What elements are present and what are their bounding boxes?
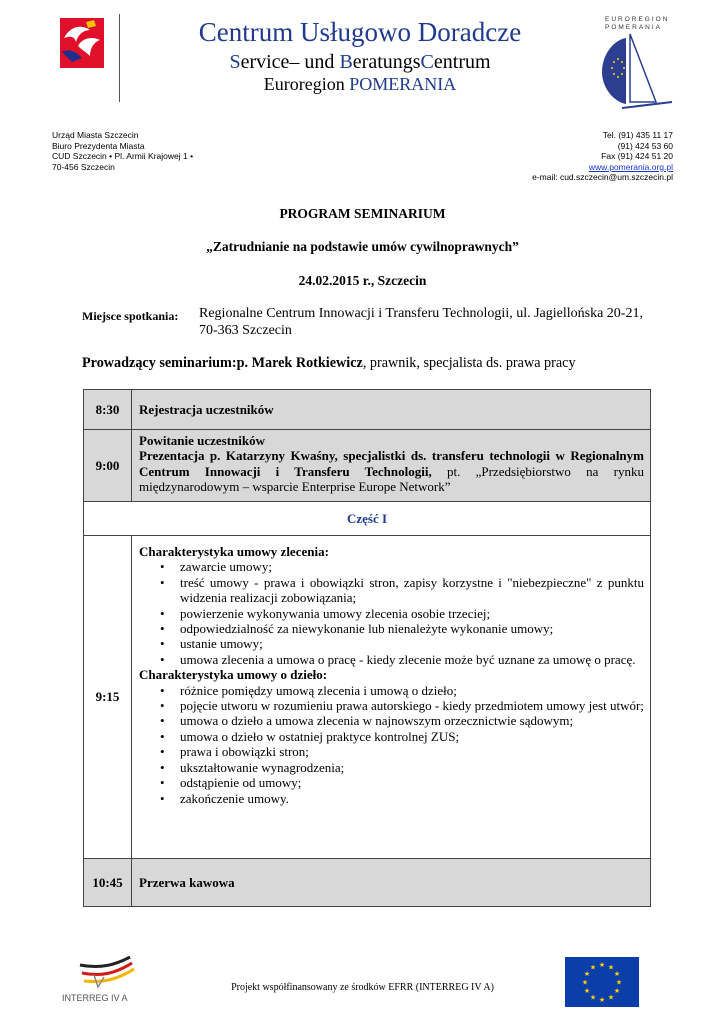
presentation-text: Prezentacja p. Katarzyny Kwaśny, specjalistki ds. transferu technologii w Regionalnym Centrum Innowacji i Transferu Technologii, pt. „Przedsiębiorstwo na rynku międzynarodowym – wsparcie Enterprise Europe Network” (139, 448, 644, 495)
time-cell: 8:30 (84, 390, 132, 429)
address-right (532, 130, 673, 183)
table-row (84, 535, 650, 858)
fax: Fax (91) 424 51 20 (601, 151, 673, 161)
section-header (84, 501, 650, 535)
venue-label: Miejsce spotkania: (82, 309, 179, 323)
svg-text:★: ★ (615, 978, 623, 987)
time-cell: 9:00 (84, 430, 132, 501)
seminar-date: 24.02.2015 r., Szczecin (298, 273, 427, 288)
list-item: • zawarcie umowy; (160, 559, 273, 575)
list-item: • ustanie umowy; (160, 636, 263, 652)
venue-value: Regionalne Centrum Innowacji i Transferu Technologii, ul. Jagiellońska 20-21, 70-363 Szczecin (199, 306, 643, 338)
email: e-mail: cud.szczecin@um.szczecin.pl (532, 172, 673, 182)
svg-text:★: ★ (589, 963, 597, 972)
work-contract-topic-list (139, 683, 644, 806)
time-cell: 10:45 (84, 859, 132, 906)
contract-heading: Charakterystyka umowy zlecenia: (139, 544, 329, 559)
address-left: Urząd Miasta Szczecin Biuro Prezydenta Miasta CUD Szczecin • Pl. Armii Krajowej 1 • 70-456 Szczecin (52, 130, 194, 172)
svg-text:★: ★ (583, 987, 591, 995)
phone-2: (91) 424 53 60 (617, 140, 673, 151)
org-region: Euroregion POMERANIA (263, 74, 457, 94)
svg-text:★: ★ (598, 996, 606, 1004)
svg-text:★: ★ (607, 993, 615, 1002)
trainer-line (82, 355, 576, 372)
svg-text:★: ★ (613, 987, 621, 995)
euroregion-wordmark: EUROREGION POMERANIA (605, 16, 670, 31)
pomerania-logo (600, 32, 678, 112)
cofinance-note: Projekt współfinansowany ze środków EFRR (INTERREG IV A) (231, 982, 494, 993)
list-item: • zakończenie umowy. (160, 790, 289, 806)
svg-text:★: ★ (581, 978, 589, 987)
list-item: • umowa zlecenia a umowa o pracę - kiedy zlecenie może być uznane za umowę o pracę. (160, 651, 636, 667)
eu-flag-icon (565, 957, 639, 1007)
trainer-label: Prowadzący seminarium: (82, 355, 237, 371)
table-row (84, 429, 650, 501)
list-item: • umowa o dzieło w ostatniej praktyce kontrolnej ZUS; (160, 728, 460, 744)
list-item: • odstąpienie od umowy; (160, 775, 302, 791)
table-row (84, 390, 650, 429)
interreg-logo (60, 955, 150, 1005)
activity-cell: Przerwa kawowa (139, 874, 235, 890)
svg-text:★: ★ (598, 961, 606, 969)
list-item: • odpowiedzialność za niewykonanie lub nienależyte wykonanie umowy; (160, 621, 554, 637)
svg-text:★: ★ (607, 963, 615, 972)
activity-cell (132, 536, 650, 858)
svg-text:★: ★ (589, 993, 597, 1002)
list-item: • prawa i obowiązki stron; (160, 744, 309, 760)
interreg-label: INTERREG IV A (62, 993, 128, 1003)
trainer-role: , prawnik, specjalista ds. prawa pracy (362, 355, 576, 371)
welcome-line: Powitanie uczestników (139, 433, 266, 448)
svg-text:★: ★ (613, 970, 621, 978)
phone-1: Tel. (91) 435 11 17 (602, 130, 673, 140)
list-item: • ukształtowanie wynagrodzenia; (160, 759, 345, 775)
activity-cell (132, 430, 650, 501)
schedule-table (83, 389, 651, 907)
program-title: PROGRAM SEMINARIUM (279, 206, 446, 221)
website-link[interactable]: www.pomerania.org.pl (588, 161, 673, 172)
activity-cell: Rejestracja uczestników (139, 401, 274, 417)
trainer-name: p. Marek Rotkiewicz (236, 355, 363, 371)
list-item: • treść umowy - prawa i obowiązki stron, zapisy korzystne i "niebezpieczne" z punktu widzenia realizacji zobowiązania; (160, 574, 644, 606)
work-contract-heading: Charakterystyka umowy o dzieło: (139, 667, 328, 683)
list-item: • pojęcie utworu w rozumieniu prawa autorskiego - kiedy przedmiotem umowy jest utwór; (160, 698, 644, 714)
list-item: • umowa o dzieło a umowa zlecenia w najnowszym orzecznictwie sądowym; (160, 713, 574, 729)
contract-topic-list (139, 559, 644, 667)
org-subtitle-de: Service– und BeratungsCentrum (229, 51, 491, 73)
org-title: Centrum Usługowo Doradcze (198, 17, 522, 47)
section-label: Część I (346, 510, 388, 526)
table-row (84, 858, 650, 906)
list-item: • różnice pomiędzy umową zlecenia i umową o dzieło; (160, 682, 457, 698)
szczecin-logo (60, 18, 104, 68)
list-item: • powierzenie wykonywania umowy zlecenia osobie trzeciej; (160, 605, 491, 621)
time-cell: 9:15 (84, 536, 132, 858)
header-divider (119, 14, 120, 102)
seminar-topic: „Zatrudnianie na podstawie umów cywilnoprawnych” (206, 239, 519, 254)
svg-text:★: ★ (583, 970, 591, 978)
